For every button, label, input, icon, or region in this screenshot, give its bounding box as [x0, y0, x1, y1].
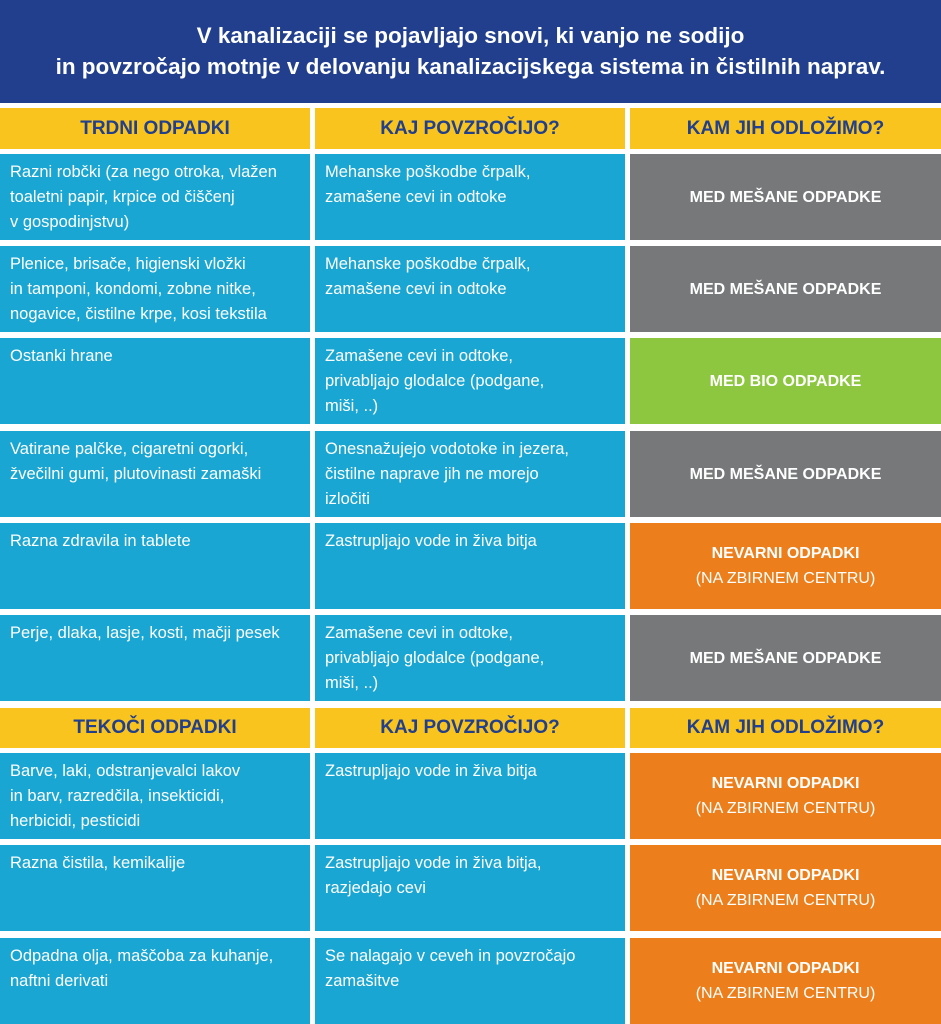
disposal-sublabel: (NA ZBIRNEM CENTRU) — [695, 570, 876, 587]
page-title — [0, 0, 941, 103]
solid-effect-cell: Zamašene cevi in odtoke, privabljajo glodalce (podgane, miši, ..) — [315, 615, 625, 701]
solid-effect-cell: Mehanske poškodbe črpalk, zamašene cevi in odtoke — [315, 246, 625, 332]
liquid-effect-cell: Zastrupljajo vode in živa bitja, razjedajo cevi — [315, 845, 625, 931]
disposal-label: NEVARNI ODPADKI — [711, 960, 860, 977]
liquid-item-cell: Barve, laki, odstranjevalci lakov in barv, razredčila, insekticidi, herbicidi, pesticidi — [0, 753, 310, 839]
liquid-effect-cell: Se nalagajo v ceveh in povzročajo zamašitve — [315, 938, 625, 1024]
solid-item-cell: Razni robčki (za nego otroka, vlažen toaletni papir, krpice od čiščenj v gospodinjstvu) — [0, 154, 310, 240]
liquid-item-cell: Razna čistila, kemikalije — [0, 845, 310, 931]
disposal-sublabel: (NA ZBIRNEM CENTRU) — [695, 985, 876, 1002]
liquid-disposal-cell — [630, 845, 941, 931]
liquid-disposal-cell — [630, 938, 941, 1024]
solid-item-cell: Vatirane palčke, cigaretni ogorki, žvečilni gumi, plutovinasti zamaški — [0, 431, 310, 517]
disposal-label: MED MEŠANE ODPADKE — [689, 280, 882, 298]
disposal-label: NEVARNI ODPADKI — [711, 867, 860, 884]
header-disposal: KAM JIH ODLOŽIMO? — [630, 708, 941, 748]
title-line-2: in povzročajo motnje v delovanju kanalizacijskega sistema in čistilnih naprav. — [55, 54, 886, 79]
solid-disposal-cell — [630, 523, 941, 609]
disposal-label: MED BIO ODPADKE — [709, 372, 862, 390]
solid-effect-cell: Zastrupljajo vode in živa bitja — [315, 523, 625, 609]
disposal-label: MED MEŠANE ODPADKE — [689, 188, 882, 206]
disposal-sublabel: (NA ZBIRNEM CENTRU) — [695, 800, 876, 817]
solid-item-cell: Plenice, brisače, higienski vložki in tamponi, kondomi, zobne nitke, nogavice, čistilne krpe, kosi tekstila — [0, 246, 310, 332]
header-liquid-waste: TEKOČI ODPADKI — [0, 708, 310, 748]
disposal-label: NEVARNI ODPADKI — [711, 545, 860, 562]
header-cause: KAJ POVZROČIJO? — [315, 708, 625, 748]
header-solid-waste: TRDNI ODPADKI — [0, 108, 310, 149]
disposal-label: MED MEŠANE ODPADKE — [689, 465, 882, 483]
solid-item-cell: Ostanki hrane — [0, 338, 310, 424]
liquid-item-cell: Odpadna olja, maščoba za kuhanje, naftni derivati — [0, 938, 310, 1024]
solid-disposal-cell — [630, 246, 941, 332]
solid-disposal-cell — [630, 431, 941, 517]
solid-disposal-cell — [630, 154, 941, 240]
solid-disposal-cell — [630, 615, 941, 701]
liquid-disposal-cell — [630, 753, 941, 839]
header-disposal: KAM JIH ODLOŽIMO? — [630, 108, 941, 149]
disposal-label: NEVARNI ODPADKI — [711, 775, 860, 792]
solid-item-cell: Perje, dlaka, lasje, kosti, mačji pesek — [0, 615, 310, 701]
liquid-effect-cell: Zastrupljajo vode in živa bitja — [315, 753, 625, 839]
disposal-label: MED MEŠANE ODPADKE — [689, 649, 882, 667]
solid-effect-cell: Zamašene cevi in odtoke, privabljajo glodalce (podgane, miši, ..) — [315, 338, 625, 424]
solid-disposal-cell — [630, 338, 941, 424]
solid-effect-cell: Mehanske poškodbe črpalk, zamašene cevi in odtoke — [315, 154, 625, 240]
title-line-1: V kanalizaciji se pojavljajo snovi, ki vanjo ne sodijo — [196, 23, 745, 48]
solid-effect-cell: Onesnažujejo vodotoke in jezera, čistilne naprave jih ne morejo izločiti — [315, 431, 625, 517]
disposal-sublabel: (NA ZBIRNEM CENTRU) — [695, 892, 876, 909]
header-cause: KAJ POVZROČIJO? — [315, 108, 625, 149]
solid-item-cell: Razna zdravila in tablete — [0, 523, 310, 609]
